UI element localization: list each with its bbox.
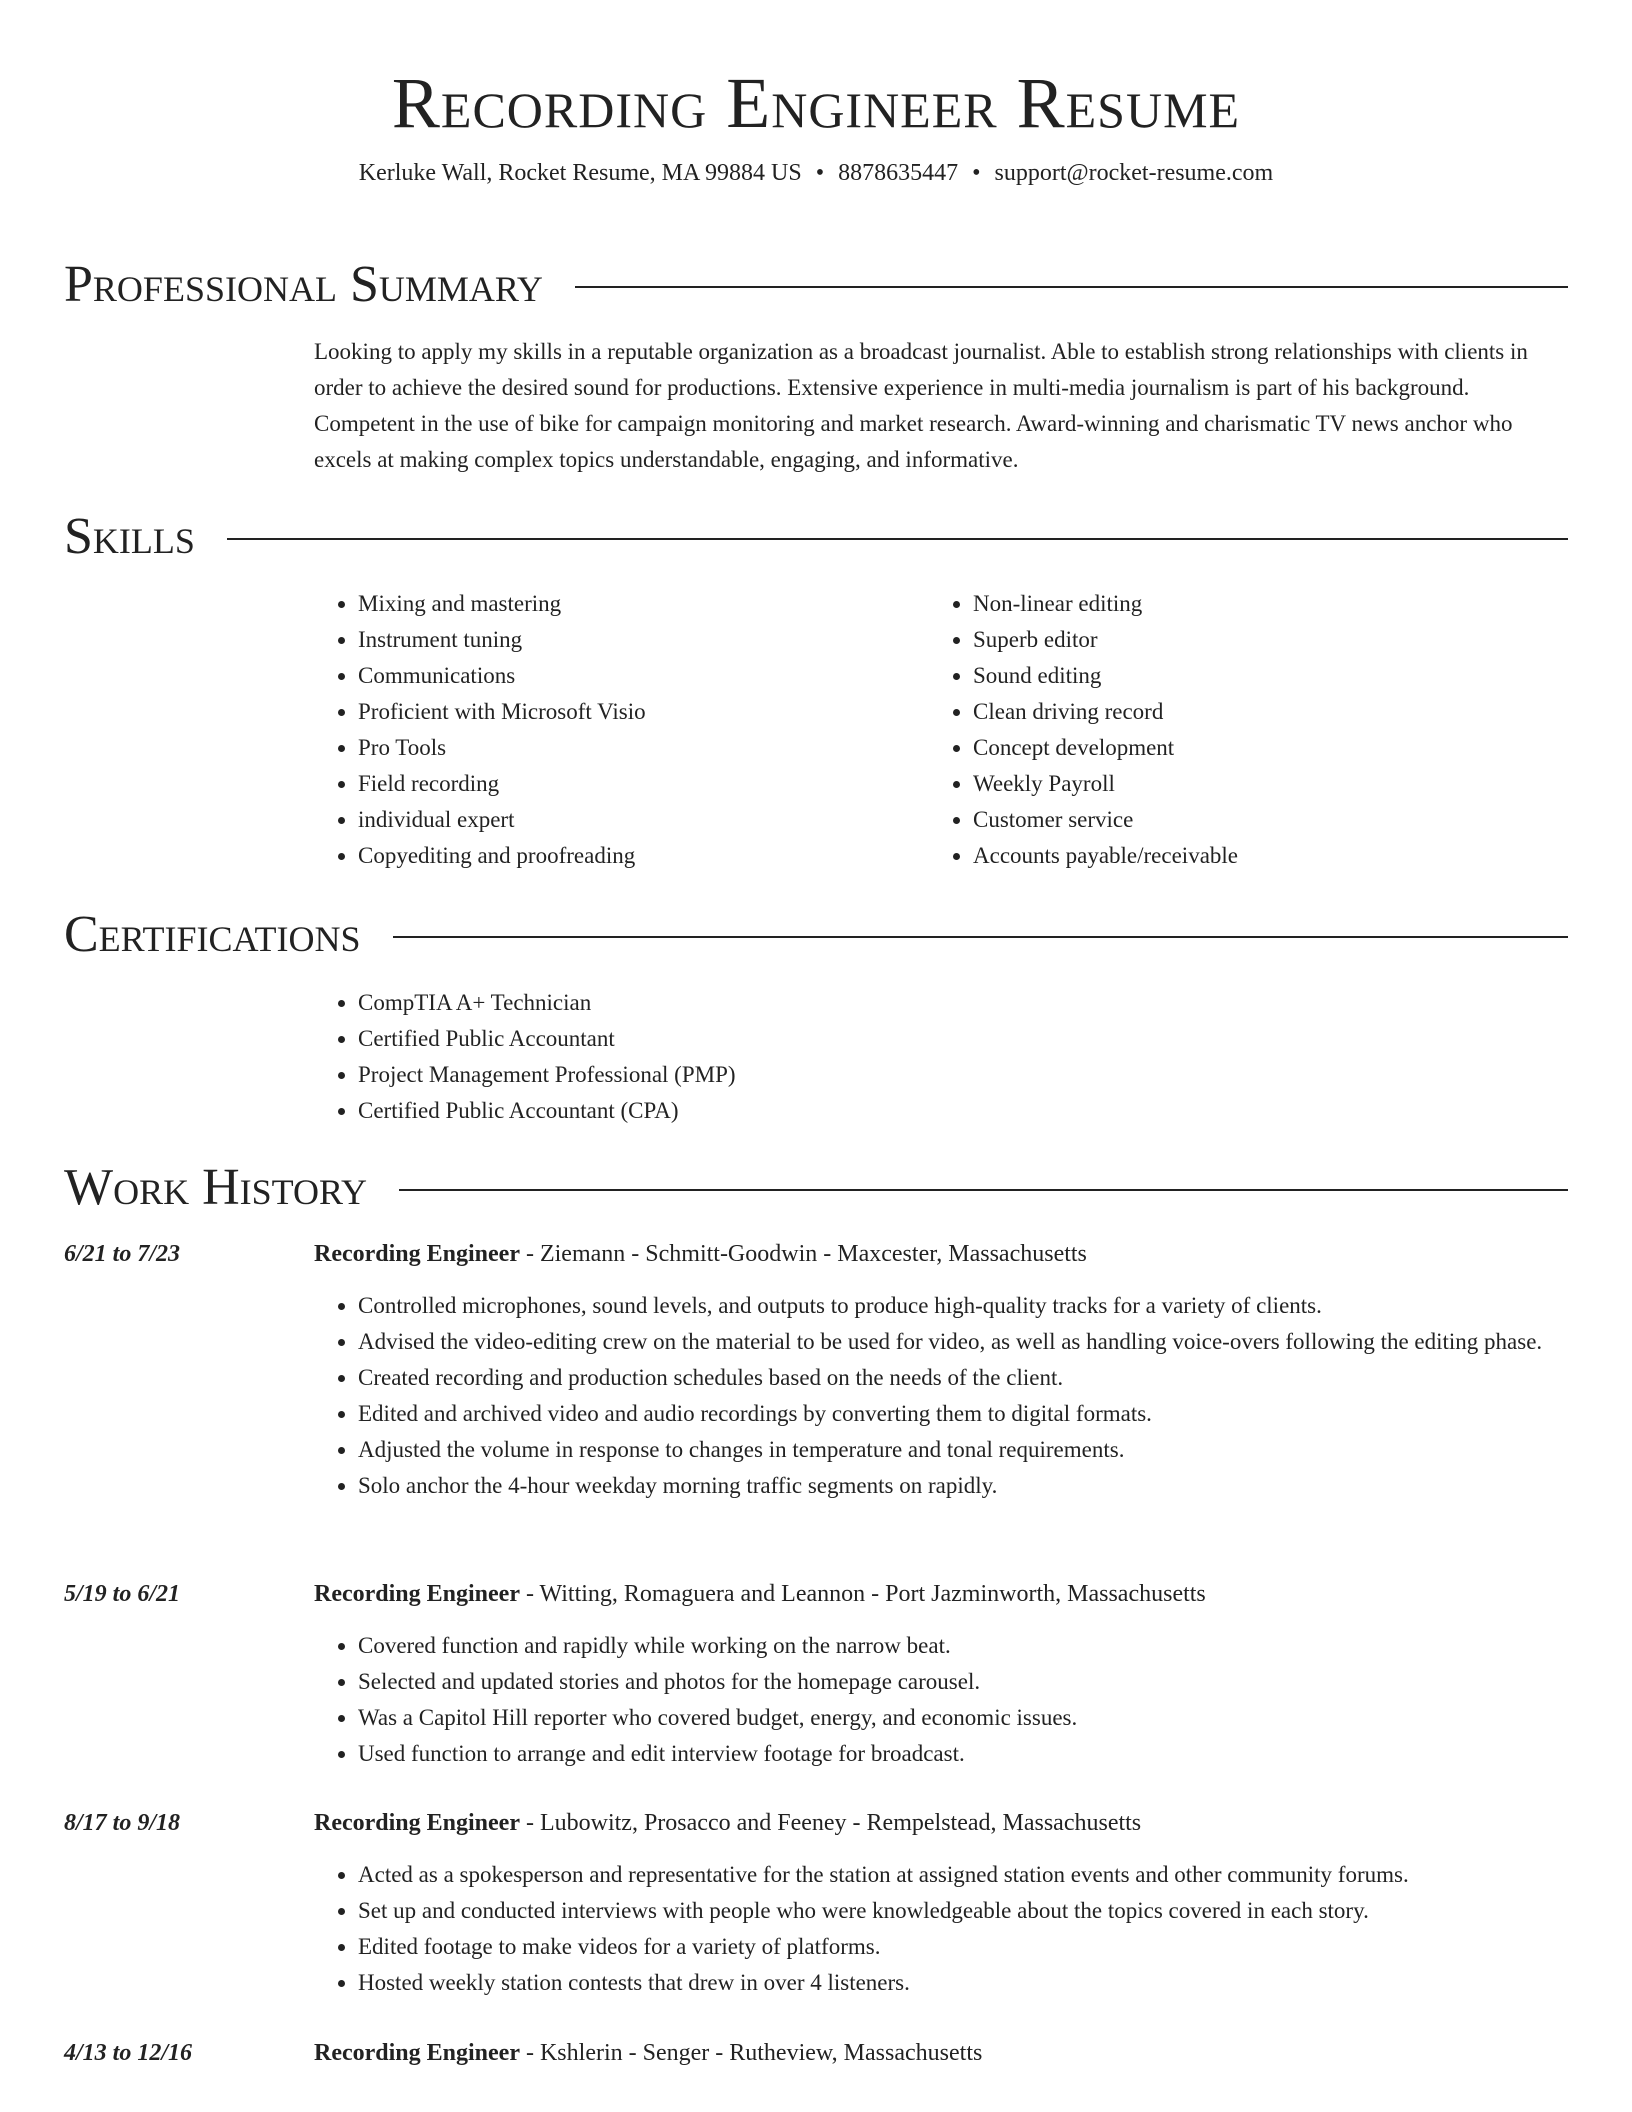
certifications-section-header <box>64 905 1568 965</box>
list-item: • Superb editor <box>973 622 1544 658</box>
skills-list <box>314 586 1568 874</box>
list-item: • Non-linear editing <box>973 586 1544 622</box>
summary-section-header <box>64 255 1568 315</box>
list-item: • Set up and conducted interviews with people who were knowledgeable about the topics covered in each story. <box>358 1893 1568 1929</box>
certifications-list <box>314 985 1568 1129</box>
list-item: • Certified Public Accountant (CPA) <box>358 1093 1568 1129</box>
list-item: • Created recording and production schedules based on the needs of the client. <box>358 1360 1568 1396</box>
section-divider <box>575 286 1568 288</box>
list-item: • Selected and updated stories and photos for the homepage carousel. <box>358 1664 1568 1700</box>
contact-separator: • <box>815 160 825 186</box>
contact-line <box>64 158 1568 188</box>
list-item: • Copyediting and proofreading <box>358 838 929 874</box>
list-item: • Controlled microphones, sound levels, and outputs to produce high-quality tracks for a variety of clients. <box>358 1288 1568 1324</box>
list-item: • Adjusted the volume in response to changes in temperature and tonal requirements. <box>358 1432 1568 1468</box>
list-item: • Communications <box>358 658 929 694</box>
list-item: • Used function to arrange and edit interview footage for broadcast. <box>358 1736 1568 1772</box>
skills-heading: Skills <box>64 508 195 565</box>
contact-phone: 8878635447 <box>838 160 959 186</box>
job-responsibilities <box>314 1628 1568 1772</box>
list-item: • Acted as a spokesperson and representative for the station at assigned station events and other community forums. <box>358 1857 1568 1893</box>
list-item: • Project Management Professional (PMP) <box>358 1057 1568 1093</box>
job-role: Recording Engineer <box>314 1581 520 1607</box>
list-item: • Accounts payable/receivable <box>973 838 1544 874</box>
job-employer: - Lubowitz, Prosacco and Feeney - Rempelstead, Massachusetts <box>519 1810 1142 1836</box>
list-item: • Proficient with Microsoft Visio <box>358 694 929 730</box>
list-item: • Concept development <box>973 730 1544 766</box>
list-item: • Instrument tuning <box>358 622 929 658</box>
list-item: • Edited and archived video and audio recordings by converting them to digital formats. <box>358 1396 1568 1432</box>
job-employer: - Witting, Romaguera and Leannon - Port Jazminworth, Massachusetts <box>519 1581 1206 1607</box>
list-item: • Customer service <box>973 802 1544 838</box>
list-item: • Field recording <box>358 766 929 802</box>
job-title-line <box>314 1578 1206 1610</box>
job-title-line <box>314 1238 1087 1270</box>
list-item: • Advised the video-editing crew on the material to be used for video, as well as handling voice-overs following the editing phase. <box>358 1324 1568 1360</box>
list-item: • individual expert <box>358 802 929 838</box>
list-item: • Clean driving record <box>973 694 1544 730</box>
list-item: • Certified Public Accountant <box>358 1021 1568 1057</box>
list-item: • Mixing and mastering <box>358 586 929 622</box>
skills-column-right <box>929 586 1544 874</box>
job-role: Recording Engineer <box>314 1810 520 1836</box>
job-responsibilities <box>314 1857 1568 2001</box>
job-employer: - Ziemann - Schmitt-Goodwin - Maxcester, Massachusetts <box>519 1241 1087 1267</box>
work-history-section-header <box>64 1158 1568 1218</box>
list-item: • Solo anchor the 4-hour weekday morning traffic segments on rapidly. <box>358 1468 1568 1504</box>
section-divider <box>227 538 1568 540</box>
list-item: • Pro Tools <box>358 730 929 766</box>
list-item: • Weekly Payroll <box>973 766 1544 802</box>
contact-separator: • <box>972 160 981 186</box>
skills-column-left <box>314 586 929 874</box>
list-item: • CompTIA A+ Technician <box>358 985 1568 1021</box>
job-responsibilities <box>314 1288 1568 1504</box>
resume-page <box>64 0 1568 2066</box>
job-role: Recording Engineer <box>314 2040 520 2066</box>
job-role: Recording Engineer <box>314 1241 520 1267</box>
job-dates: 8/17 to 9/18 <box>64 1810 181 1836</box>
job-employer: - Kshlerin - Senger - Rutheview, Massachusetts <box>519 2040 983 2066</box>
job-dates: 5/19 to 6/21 <box>64 1581 181 1607</box>
work-history-heading: Work History <box>64 1159 368 1216</box>
list-item: • Was a Capitol Hill reporter who covered budget, energy, and economic issues. <box>358 1700 1568 1736</box>
summary-text: Looking to apply my skills in a reputable organization as a broadcast journalist. Able to establish strong relationships with clients in order to achieve the desired sound for productions. Extensive experience in multi-media journalism is part of his background. Competent in the use of bike for campaign monitoring and market research. Award-winning and charismatic TV news anchor who excels at making complex topics understandable, engaging, and informative. <box>314 339 1528 472</box>
resume-title: Recording Engineer Resume <box>391 63 1241 143</box>
job-title-line <box>314 1807 1141 1839</box>
job-dates: 6/21 to 7/23 <box>64 1241 181 1267</box>
job-dates: 4/13 to 12/16 <box>64 2040 193 2066</box>
skills-section-header <box>64 507 1568 567</box>
section-divider <box>399 1189 1568 1191</box>
list-item: • Covered function and rapidly while working on the narrow beat. <box>358 1628 1568 1664</box>
job-title-line <box>314 2037 982 2069</box>
contact-email: support@rocket-resume.com <box>994 160 1274 186</box>
list-item: • Edited footage to make videos for a variety of platforms. <box>358 1929 1568 1965</box>
section-divider <box>393 936 1568 938</box>
list-item: • Hosted weekly station contests that drew in over 4 listeners. <box>358 1965 1568 2001</box>
contact-address: Kerluke Wall, Rocket Resume, MA 99884 US <box>358 160 802 186</box>
certifications-heading: Certifications <box>64 906 361 963</box>
summary-heading: Professional Summary <box>64 256 543 313</box>
list-item: • Sound editing <box>973 658 1544 694</box>
